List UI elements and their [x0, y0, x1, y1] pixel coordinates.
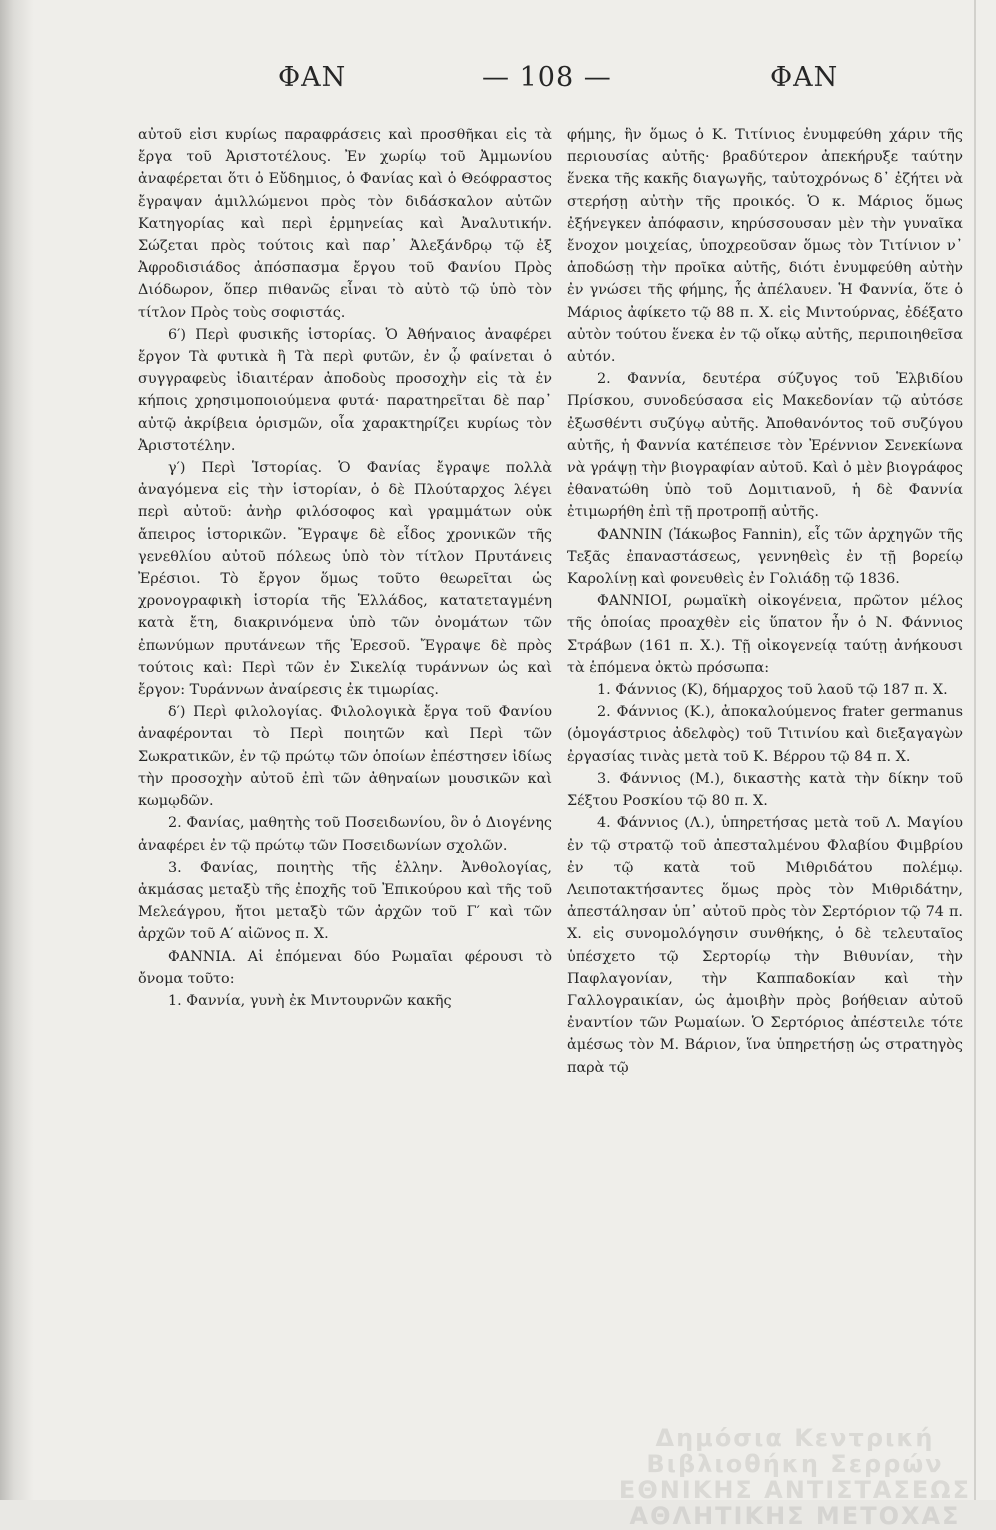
header-left-word: ΦΑΝ	[278, 62, 347, 93]
running-head	[130, 62, 850, 102]
paragraph: 3. Φανίας, ποιητὴς τῆς ἑλλην. Ἀνθολογίας, ἀκμάσας μεταξὺ τῆς ἐποχῆς τοῦ Ἐπικούρου καὶ τῆς τοῦ Μελεάγρου, ἤτοι μεταξὺ τῶν ἀρχῶν τοῦ Γ′ καὶ τῶν ἀρχῶν τοῦ Α′ αἰῶνος π. Χ.	[138, 859, 552, 943]
paragraph: 2. Φαννία, δευτέρα σύζυγος τοῦ Ἑλβιδίου Πρίσκου, συνοδεύσασα εἰς Μακεδονίαν τῷ αὐτόσε ἐξωσθέντι συζύγῳ αὐτῆς. Ἀποθανόντος τοῦ συζύγου αὐτῆς, ἡ Φαννία κατέπεισε τὸν Ἐρέννιον Σενεκίωνα νὰ γράψῃ τὴν βιογραφίαν αὐτοῦ. Καὶ ὁ μὲν βιογράφος ἐθανατώθη ὑπὸ τοῦ Δομιτιανοῦ, ἡ δὲ Φαννία ἐτιμωρήθη ἐπὶ τῇ προτροπῇ αὐτῆς.	[567, 371, 963, 521]
paragraph: φήμης, ἣν ὅμως ὁ Κ. Τιτίνιος ἐνυμφεύθη χάριν τῆς περιουσίας αὐτῆς· βραδύτερον ἀπεκήρυξε ταύτην ἕνεκα τῆς κακῆς διαγωγῆς, ταὐτοχρόνως δ᾽ ἐζήτει νὰ στερήσῃ αὐτὴν τῆς προικός. Ὁ κ. Μάριος ὅμως ἐξήνεγκεν ἀπόφασιν, κηρύσσουσαν μὲν τὴν γυναῖκα ἔνοχον μοιχείας, ὑποχρεοῦσαν ὅμως τὸν Τιτίνιον ν᾽ ἀποδώσῃ τὴν προῖκα αὐτῆς, διότι ἐνυμφεύθη αὐτὴν ἐν γνώσει τῆς φήμης, ἧς ἀπέλαυεν. Ἡ Φαννία, ὅτε ὁ Μάριος ἀφίκετο τῷ 88 π. Χ. εἰς Μιντούρνας, ἐδέξατο αὐτὸν τούτου ἕνεκα ἐν τῷ οἴκῳ αὐτῆς, περιποιηθεῖσα αὐτόν.	[567, 127, 963, 366]
page-number: — 108 —	[482, 62, 612, 93]
paragraph: 1. Φαννία, γυνὴ ἐκ Μιντουρνῶν κακῆς	[168, 992, 452, 1009]
page-edge-shadow	[0, 0, 34, 1500]
header-right-word: ΦΑΝ	[770, 62, 839, 93]
paragraph: γ′) Περὶ Ἱστορίας. Ὁ Φανίας ἔγραψε πολλὰ ἀναγόμενα εἰς τὴν ἱστορίαν, ὁ δὲ Πλούταρχος λέγει περὶ αὐτοῦ: ἀνὴρ φιλόσοφος καὶ γραμμάτων οὐκ ἄπειρος ἱστορικῶν. Ἔγραψε δὲ εἶδος χρονικῶν τῆς γενεθλίου αὐτοῦ πόλεως ὑπὸ τὸν τίτλον Πρυτάνεις Ἐρέσιοι. Τὸ ἔργον ὅμως τοῦτο θεωρεῖται ὡς χρονογραφικὴ ἱστορία τῆς Ἑλλάδος, κατατεταγμένη κατὰ ἔτη, διακρινόμενα ὑπὸ τῶν ὀνομάτων τῶν ἐπωνύμων πρυτάνεων τῆς Ἐρεσοῦ. Ἔγραψε δὲ πρὸς τούτοις καὶ: Περὶ τῶν ἐν Σικελίᾳ τυράννων ὡς καὶ ἔργον: Τυράννων ἀναίρεσις ἐκ τιμωρίας.	[138, 460, 552, 699]
paragraph: 1. Φάννιος (Κ), δήμαρχος τοῦ λαοῦ τῷ 187 π. Χ.	[597, 682, 948, 699]
paragraph: δ′) Περὶ φιλολογίας. Φιλολογικὰ ἔργα τοῦ Φανίου ἀναφέρονται τὸ Περὶ ποιητῶν καὶ Περὶ τῶν Σωκρατικῶν, ἐν τῷ πρώτῳ τῶν ὁποίων ἐπέστησεν ἰδίως τὴν προσοχὴν αὐτοῦ ἐπὶ τῶν ἀθηναίων μουσικῶν καὶ κωμῳδῶν.	[138, 704, 552, 810]
paragraph: 2. Φανίας, μαθητὴς τοῦ Ποσειδωνίου, ὃν ὁ Διογένης ἀναφέρει ἐν τῷ πρώτῳ τῶν Ποσειδωνίων σχολῶν.	[138, 815, 552, 854]
paragraph: αὐτοῦ εἰσι κυρίως παραφράσεις καὶ προσθῆκαι εἰς τὰ ἔργα τοῦ Ἀριστοτέλους. Ἐν χωρίῳ τοῦ Ἀμμωνίου ἀναφέρεται ὅτι ὁ Εὔδημιος, ὁ Φανίας καὶ ὁ Θεόφραστος ἔγραψαν ἁμιλλώμενοι πρὸς τὸν διδάσκαλον αὐτῶν Κατηγορίας καὶ περὶ ἑρμηνείας καὶ Ἀναλυτικήν. Σώζεται πρὸς τούτοις καὶ παρ᾽ Ἀλεξάνδρῳ τῷ ἐξ Ἀφροδισιάδος ἀπόσπασμα ἔργου τοῦ Φανίου Πρὸς Διόδωρον, ὅπερ πιθανῶς εἶναι τὸ αὐτὸ τῷ ὑπὸ τὸν τίτλον Πρὸς τοὺς σοφιστάς.	[138, 127, 552, 321]
binding-edge	[974, 0, 976, 1500]
paragraph: 6′) Περὶ φυσικῆς ἱστορίας. Ὁ Ἀθήναιος ἀναφέρει ἔργον Τὰ φυτικὰ ἢ Τὰ περὶ φυτῶν, ἐν ᾧ φαίνεται ὁ συγγραφεὺς ἰδιαιτέραν ἀποδοὺς προσοχὴν εἰς τὰ ἐν κήποις χρησιμοποιούμενα φυτά· παρατηρεῖται δὲ παρ᾽ αὐτῷ ἀκρίβεια ὁρισμῶν, οἷα χαρακτηρίζει κυρίως τὸν Ἀριστοτέλην.	[138, 326, 552, 454]
paragraph: ΦΑΝΝΙΝ (Ἰάκωβος Fannin), εἷς τῶν ἀρχηγῶν τῆς Τεξᾶς ἐπαναστάσεως, γεννηθεὶς ἐν τῇ βορείῳ Καρολίνῃ καὶ φονευθεὶς ἐν Γολιάδῃ τῷ 1836.	[567, 526, 963, 588]
paragraph: ΦΑΝΝΙΟΙ, ρωμαϊκὴ οἰκογένεια, πρῶτον μέλος τῆς ὁποίας προαχθὲν εἰς ὕπατον ἦν ὁ Ν. Φάννιος Στράβων (161 π. Χ.). Τῇ οἰκογενείᾳ ταύτῃ ἀνήκουσι τὰ ἑπόμενα ὀκτὼ πρόσωπα:	[567, 593, 963, 676]
paragraph: 3. Φάννιος (Μ.), δικαστὴς κατὰ τὴν δίκην τοῦ Σέξτου Ροσκίου τῷ 80 π. Χ.	[567, 770, 963, 810]
left-text-column	[138, 124, 552, 1012]
paragraph: 4. Φάννιος (Λ.), ὑπηρετήσας μετὰ τοῦ Λ. Μαγίου ἐν τῷ στρατῷ τοῦ ἀπεσταλμένου Φλαβίου Φιμβρίου ἐν τῷ κατὰ τοῦ Μιθριδάτου πολέμῳ. Λειποτακτήσαντες ὅμως πρὸς τὸν Μιθριδάτην, ἀπεστάλησαν ὑπ᾽ αὐτοῦ πρὸς τὸν Σερτόριον τῷ 74 π. Χ. εἰς συνομολόγησιν συνθήκης, ὁ δὲ τελευταῖος ὑπέσχετο τῷ Σερτορίῳ τὴν Βιθυνίαν, τὴν Παφλαγονίαν, τὴν Καππαδοκίαν καὶ τὴν Γαλλογραικίαν, ὡς ἀμοιβὴν πρὸς βοήθειαν αὐτοῦ ἐναντίον τῶν Ρωμαίων. Ὁ Σερτόριος ἀπέστειλε τότε ἀμέσως τὸν Μ. Βάριον, ἵνα ὑπηρετήσῃ ὡς στρατηγὸς παρὰ τῷ	[567, 815, 963, 1076]
library-watermark: Δημόσια Κεντρική Βιβλιοθήκη Σερρών ΕΘΝΙΚΗΣ ΑΝΤΙΣΤΑΣΕΩΣ ΑΘΛΗΤΙΚΗΣ ΜΕΤΟΧΑΣ	[618, 1424, 972, 1530]
paragraph: ΦΑΝΝΙΑ. Αἱ ἑπόμεναι δύο Ρωμαῖαι φέρουσι τὸ ὄνομα τοῦτο:	[138, 948, 552, 987]
paragraph: 2. Φάννιος (Κ.), ἀποκαλούμενος frater germanus (ὁμογάστριος ἀδελφὸς) τοῦ Τιτινίου καὶ διεξαγαγὼν ἐργασίας τινὰς μετὰ τοῦ Κ. Βέρρου τῷ 84 π. Χ.	[567, 704, 963, 765]
right-text-column	[567, 124, 963, 1079]
